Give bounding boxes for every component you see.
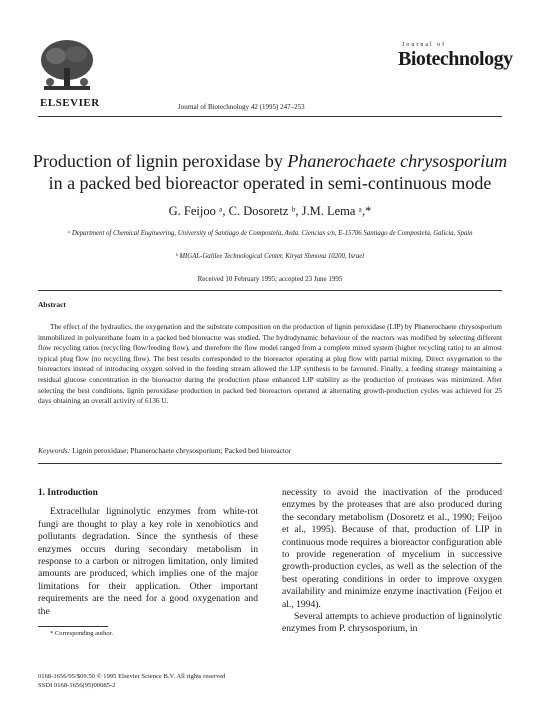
copyright-notice: [38, 672, 225, 690]
journal-logo-top: Journal of: [402, 42, 447, 48]
intro-paragraph-continued: necessity to avoid the inactivation of the produced enzymes by the proteases that are also produced during the secondary metabolism (Dosoretz et al., 1990; Feijoo et al., 1995). Because of that, production of LIP in continuous mode requires a bioreactor configuration able to provide regeneration of mycelium in successive growth-production cycles, as well as the selection of the best operating conditions in order to improve oxygen availability and minimize enzyme inactivation (Feijoo et al., 1994).: [282, 487, 502, 610]
title-line2: in a packed bed bioreactor operated in semi-continuous mode: [48, 173, 492, 193]
tree-icon: [38, 38, 96, 94]
column-left: [38, 487, 258, 618]
journal-logo-name: Biotechnology: [398, 48, 513, 70]
journal-logo: [398, 42, 513, 70]
title-text: Production of lignin peroxidase by: [32, 151, 288, 171]
footnote-corresponding: * Corresponding author.: [50, 630, 114, 637]
paper-title: [20, 150, 520, 194]
intro-paragraph-1: Extracellular ligninolytic enzymes from white-rot fungi are thought to play a key role in xenobiotics and pollutants degradation. Since the synthesis of these enzymes occurs during secondary metabolism in response to a carbon or nitrogen limitation, only limited amounts are produced, which implies one of the major limitations for their application. Other important requirements are the need for a good oxygenation and the: [38, 506, 258, 617]
keywords: [38, 446, 502, 455]
abstract-divider: [38, 290, 502, 291]
abstract-body: The effect of the hydraulics, the oxygenation and the substrate composition on the production of lignin peroxidase (LIP) by Phanerochaete chrysosporium immobilized in polyurethane foam in a packed bed bioreactor was studied. The hydrodynamic behaviour of the reactors was modified by selecting different flow recycling ratios (recycling flow/feeding flow), and therefore the flow model ranged from a complete mixed system (higher recycling ratio) to an almost typical plug flow (no recycling flow). The best results corresponded to the bioreactor operating at plug flow with partial mixing. Direct oxygenation to the bioreactors instead of introducing oxygen solved in the feeding stream allowed the LIP synthesis to be favoured. Finally, a feeding strategy maintaining a residual glucose concentration in the bioreactor during the production phase enhanced LIP stability as the production of proteases was minimized. After selecting the best conditions, lignin peroxidase production in packed bed bioreactors operated at alternating growth-production cycles was achieved for 25 days obtaining an overall activity of 6136 U.: [38, 322, 502, 406]
keywords-list: Lignin peroxidase; Phanerochaete chrysosporium; Packed bed bioreactor: [70, 446, 292, 455]
affiliation-a: ᵃ Department of Chemical Engineering, University of Santiago de Compostela, Avda. Ciencias s/n, E-15706 Santiago de Compostela, Galicia, Spain: [67, 230, 473, 237]
body-divider: [38, 463, 502, 464]
intro-paragraph-2: Several attempts to achieve production of ligninolytic enzymes from P. chrysosporium, in: [282, 611, 502, 635]
copyright-line-1: 0168-1656/95/$09.50 © 1995 Elsevier Science B.V. All rights reserved: [38, 673, 226, 680]
journal-citation: Journal of Biotechnology 42 (1995) 247–253: [178, 103, 305, 111]
copyright-line-2: SSDI 0168-1656(95)00085-2: [38, 682, 116, 689]
column-right: [282, 487, 502, 636]
footnote-rule: [38, 626, 108, 627]
section-heading-introduction: 1. Introduction: [38, 488, 98, 498]
keywords-label: Keywords:: [38, 446, 71, 455]
affiliation-b: ᵇ MIGAL-Galilee Technological Center, Kiryat Shmona 10200, Israel: [175, 253, 365, 260]
author-list: G. Feijoo ᵃ, C. Dosoretz ᵇ, J.M. Lema ᵃ,*: [168, 204, 372, 218]
title-species: Phanerochaete chrysosporium: [287, 151, 508, 171]
publisher-name: ELSEVIER: [40, 97, 100, 109]
elsevier-tree-logo: [38, 38, 98, 99]
abstract-heading: Abstract: [38, 300, 66, 309]
header-divider: [38, 116, 502, 117]
received-dates: Received 10 February 1995; accepted 23 June 1995: [197, 275, 343, 283]
